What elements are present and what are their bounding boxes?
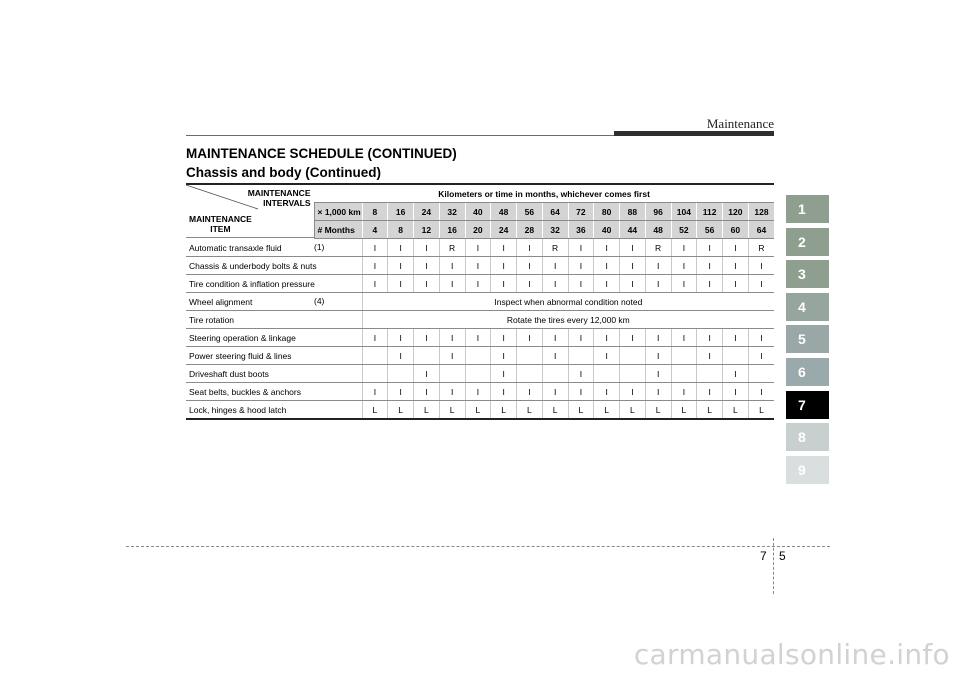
schedule-cell: I xyxy=(671,275,697,293)
schedule-cell: I xyxy=(439,329,465,347)
schedule-cell xyxy=(517,347,543,365)
schedule-cell xyxy=(671,365,697,383)
schedule-cell xyxy=(517,365,543,383)
km-row-label: × 1,000 km xyxy=(314,203,362,221)
schedule-cell: I xyxy=(517,239,543,257)
schedule-cell: I xyxy=(594,257,620,275)
months-cell: 56 xyxy=(697,221,723,239)
schedule-cell: I xyxy=(439,275,465,293)
schedule-cell: I xyxy=(414,383,440,401)
schedule-cell xyxy=(388,365,414,383)
km-cell: 40 xyxy=(465,203,491,221)
schedule-cell: I xyxy=(388,257,414,275)
item-name-cell xyxy=(186,401,362,420)
schedule-cell: I xyxy=(594,239,620,257)
schedule-cell: I xyxy=(620,329,646,347)
schedule-cell: I xyxy=(388,347,414,365)
item-name: Wheel alignment xyxy=(189,296,253,307)
item-name: Seat belts, buckles & anchors xyxy=(189,386,301,397)
corner-cell xyxy=(186,184,314,239)
corner-item-label: MAINTENANCE ITEM xyxy=(189,214,252,235)
schedule-cell: I xyxy=(748,275,774,293)
km-cell: 24 xyxy=(414,203,440,221)
schedule-cell: I xyxy=(542,347,568,365)
schedule-cell: I xyxy=(748,257,774,275)
schedule-cell: I xyxy=(491,329,517,347)
schedule-cell: I xyxy=(362,275,388,293)
schedule-cell: I xyxy=(465,329,491,347)
schedule-cell: I xyxy=(697,239,723,257)
schedule-cell: I xyxy=(388,383,414,401)
maintenance-schedule-table xyxy=(186,183,774,420)
schedule-cell xyxy=(542,365,568,383)
schedule-cell: I xyxy=(388,329,414,347)
schedule-cell: I xyxy=(362,257,388,275)
schedule-cell: L xyxy=(439,401,465,420)
schedule-cell: I xyxy=(568,329,594,347)
schedule-cell: I xyxy=(517,329,543,347)
schedule-cell: L xyxy=(568,401,594,420)
schedule-cell xyxy=(414,347,440,365)
chapter-tab-9[interactable]: 9 xyxy=(786,456,829,484)
chapter-tab-6[interactable]: 6 xyxy=(786,358,829,386)
schedule-cell: I xyxy=(697,383,723,401)
months-cell: 32 xyxy=(542,221,568,239)
corner-intervals-label: MAINTENANCE INTERVALS xyxy=(247,188,311,209)
item-name-cell xyxy=(186,347,362,365)
km-cell: 16 xyxy=(388,203,414,221)
schedule-cell: R xyxy=(748,239,774,257)
schedule-cell: I xyxy=(671,383,697,401)
schedule-cell: I xyxy=(414,365,440,383)
section-title: MAINTENANCE SCHEDULE (CONTINUED) xyxy=(186,146,457,161)
months-cell: 48 xyxy=(645,221,671,239)
schedule-cell xyxy=(362,365,388,383)
schedule-cell: I xyxy=(491,383,517,401)
page-header-title: Maintenance xyxy=(706,116,774,131)
watermark: carmanualsonline.info xyxy=(633,638,950,671)
months-cell: 64 xyxy=(748,221,774,239)
schedule-cell: I xyxy=(517,383,543,401)
schedule-cell: I xyxy=(491,347,517,365)
schedule-cell: I xyxy=(414,329,440,347)
item-name-cell xyxy=(186,275,362,293)
schedule-cell: I xyxy=(697,347,723,365)
item-name-cell xyxy=(186,365,362,383)
schedule-cell: I xyxy=(465,275,491,293)
months-cell: 8 xyxy=(388,221,414,239)
schedule-cell xyxy=(362,347,388,365)
item-name-cell xyxy=(186,329,362,347)
km-cell: 120 xyxy=(723,203,749,221)
item-span-text: Inspect when abnormal condition noted xyxy=(362,293,774,311)
item-name: Tire rotation xyxy=(189,314,235,325)
schedule-cell: I xyxy=(645,275,671,293)
header-row xyxy=(186,184,774,203)
table-row xyxy=(186,347,774,365)
table-row xyxy=(186,311,774,329)
schedule-cell: I xyxy=(645,257,671,275)
schedule-cell: I xyxy=(723,329,749,347)
months-cell: 44 xyxy=(620,221,646,239)
chapter-tab-2[interactable]: 2 xyxy=(786,228,829,256)
schedule-cell: I xyxy=(517,275,543,293)
schedule-cell: I xyxy=(645,329,671,347)
schedule-cell: I xyxy=(491,257,517,275)
footer-divider xyxy=(773,538,774,594)
schedule-cell xyxy=(568,347,594,365)
item-name-cell xyxy=(186,293,362,311)
chapter-tab-1[interactable]: 1 xyxy=(786,195,829,223)
schedule-cell: I xyxy=(491,239,517,257)
schedule-cell: I xyxy=(723,275,749,293)
schedule-cell: L xyxy=(748,401,774,420)
schedule-cell: I xyxy=(439,383,465,401)
months-cell: 40 xyxy=(594,221,620,239)
km-cell: 104 xyxy=(671,203,697,221)
item-note: (1) xyxy=(314,242,325,252)
item-name-cell xyxy=(186,239,362,257)
schedule-cell xyxy=(697,365,723,383)
schedule-cell: L xyxy=(362,401,388,420)
item-name: Steering operation & linkage xyxy=(189,332,296,343)
schedule-cell: I xyxy=(723,239,749,257)
schedule-cell: R xyxy=(645,239,671,257)
km-cell: 56 xyxy=(517,203,543,221)
schedule-cell: R xyxy=(542,239,568,257)
months-cell: 4 xyxy=(362,221,388,239)
months-cell: 24 xyxy=(491,221,517,239)
item-name: Automatic transaxle fluid xyxy=(189,242,282,253)
schedule-cell: I xyxy=(620,257,646,275)
schedule-cell: I xyxy=(748,383,774,401)
schedule-cell: L xyxy=(542,401,568,420)
schedule-cell: I xyxy=(465,257,491,275)
chapter-tab-3[interactable]: 3 xyxy=(786,260,829,288)
table-row xyxy=(186,365,774,383)
footer-rule xyxy=(126,546,830,547)
schedule-cell: L xyxy=(697,401,723,420)
schedule-cell: I xyxy=(465,239,491,257)
schedule-cell xyxy=(465,365,491,383)
schedule-cell: I xyxy=(620,275,646,293)
table-row xyxy=(186,293,774,311)
schedule-cell: I xyxy=(568,365,594,383)
schedule-cell: I xyxy=(414,257,440,275)
schedule-cell: R xyxy=(439,239,465,257)
km-cell: 80 xyxy=(594,203,620,221)
schedule-cell: L xyxy=(594,401,620,420)
km-cell: 64 xyxy=(542,203,568,221)
schedule-cell: I xyxy=(671,239,697,257)
table-row xyxy=(186,239,774,257)
schedule-cell: I xyxy=(748,347,774,365)
schedule-cell: I xyxy=(671,257,697,275)
schedule-cell: L xyxy=(388,401,414,420)
chapter-tab-7[interactable]: 7 xyxy=(786,391,829,419)
schedule-cell: L xyxy=(491,401,517,420)
km-cell: 48 xyxy=(491,203,517,221)
page-chapter-number: 7 xyxy=(760,549,767,563)
schedule-cell: I xyxy=(723,383,749,401)
item-span-text: Rotate the tires every 12,000 km xyxy=(362,311,774,329)
schedule-cell: I xyxy=(594,329,620,347)
schedule-cell: I xyxy=(748,329,774,347)
schedule-cell xyxy=(465,347,491,365)
schedule-cell: L xyxy=(671,401,697,420)
schedule-cell: I xyxy=(491,275,517,293)
months-cell: 36 xyxy=(568,221,594,239)
schedule-cell: L xyxy=(414,401,440,420)
months-cell: 60 xyxy=(723,221,749,239)
schedule-cell: I xyxy=(362,383,388,401)
schedule-cell: I xyxy=(645,347,671,365)
schedule-cell xyxy=(620,365,646,383)
schedule-cell: L xyxy=(645,401,671,420)
item-name-cell xyxy=(186,383,362,401)
item-note: (4) xyxy=(314,296,325,306)
schedule-cell: I xyxy=(594,347,620,365)
schedule-cell xyxy=(723,347,749,365)
table-row xyxy=(186,257,774,275)
months-cell: 28 xyxy=(517,221,543,239)
item-name: Chassis & underbody bolts & nuts xyxy=(189,260,317,271)
item-name: Power steering fluid & lines xyxy=(189,350,292,361)
schedule-cell: I xyxy=(723,365,749,383)
schedule-cell: I xyxy=(542,275,568,293)
schedule-cell: I xyxy=(362,239,388,257)
schedule-cell: I xyxy=(671,329,697,347)
km-cell: 72 xyxy=(568,203,594,221)
km-cell: 96 xyxy=(645,203,671,221)
months-cell: 16 xyxy=(439,221,465,239)
item-name-cell xyxy=(186,257,362,275)
schedule-cell: L xyxy=(723,401,749,420)
schedule-cell: I xyxy=(594,275,620,293)
schedule-cell: I xyxy=(465,383,491,401)
header-rule-accent xyxy=(614,131,774,136)
page-number: 5 xyxy=(779,549,786,563)
table-row xyxy=(186,401,774,420)
schedule-cell: I xyxy=(620,383,646,401)
schedule-cell: I xyxy=(542,329,568,347)
schedule-cell: L xyxy=(465,401,491,420)
table-row xyxy=(186,329,774,347)
schedule-cell: I xyxy=(439,257,465,275)
schedule-cell: I xyxy=(542,257,568,275)
item-name: Tire condition & inflation pressure xyxy=(189,278,315,289)
schedule-cell: I xyxy=(568,239,594,257)
item-name: Lock, hinges & hood latch xyxy=(189,404,287,415)
km-cell: 128 xyxy=(748,203,774,221)
schedule-cell: I xyxy=(645,365,671,383)
km-cell: 8 xyxy=(362,203,388,221)
schedule-cell: I xyxy=(568,275,594,293)
schedule-cell: I xyxy=(697,329,723,347)
km-cell: 32 xyxy=(439,203,465,221)
months-cell: 12 xyxy=(414,221,440,239)
schedule-cell: I xyxy=(414,275,440,293)
schedule-cell xyxy=(671,347,697,365)
km-header: Kilometers or time in months, whichever comes first xyxy=(314,184,774,203)
months-cell: 20 xyxy=(465,221,491,239)
schedule-cell xyxy=(594,365,620,383)
chapter-tab-5[interactable]: 5 xyxy=(786,325,829,353)
chapter-tab-8[interactable]: 8 xyxy=(786,423,829,451)
schedule-cell: L xyxy=(620,401,646,420)
schedule-cell: L xyxy=(517,401,543,420)
table-row xyxy=(186,383,774,401)
schedule-cell: I xyxy=(594,383,620,401)
schedule-cell: I xyxy=(723,257,749,275)
schedule-cell: I xyxy=(388,275,414,293)
months-cell: 52 xyxy=(671,221,697,239)
schedule-cell: I xyxy=(568,383,594,401)
item-name: Driveshaft dust boots xyxy=(189,368,269,379)
schedule-cell: I xyxy=(568,257,594,275)
schedule-cell: I xyxy=(362,329,388,347)
schedule-cell: I xyxy=(697,257,723,275)
chapter-tab-4[interactable]: 4 xyxy=(786,293,829,321)
schedule-cell: I xyxy=(414,239,440,257)
table-row xyxy=(186,275,774,293)
schedule-cell: I xyxy=(517,257,543,275)
schedule-cell: I xyxy=(697,275,723,293)
schedule-cell: I xyxy=(645,383,671,401)
schedule-cell xyxy=(748,365,774,383)
km-cell: 88 xyxy=(620,203,646,221)
km-cell: 112 xyxy=(697,203,723,221)
schedule-cell xyxy=(620,347,646,365)
schedule-cell: I xyxy=(620,239,646,257)
months-row-label: # Months xyxy=(314,221,362,239)
item-name-cell xyxy=(186,311,362,329)
schedule-cell: I xyxy=(388,239,414,257)
schedule-cell: I xyxy=(542,383,568,401)
schedule-cell: I xyxy=(491,365,517,383)
subsection-title: Chassis and body (Continued) xyxy=(186,165,382,180)
schedule-cell xyxy=(439,365,465,383)
schedule-cell: I xyxy=(439,347,465,365)
